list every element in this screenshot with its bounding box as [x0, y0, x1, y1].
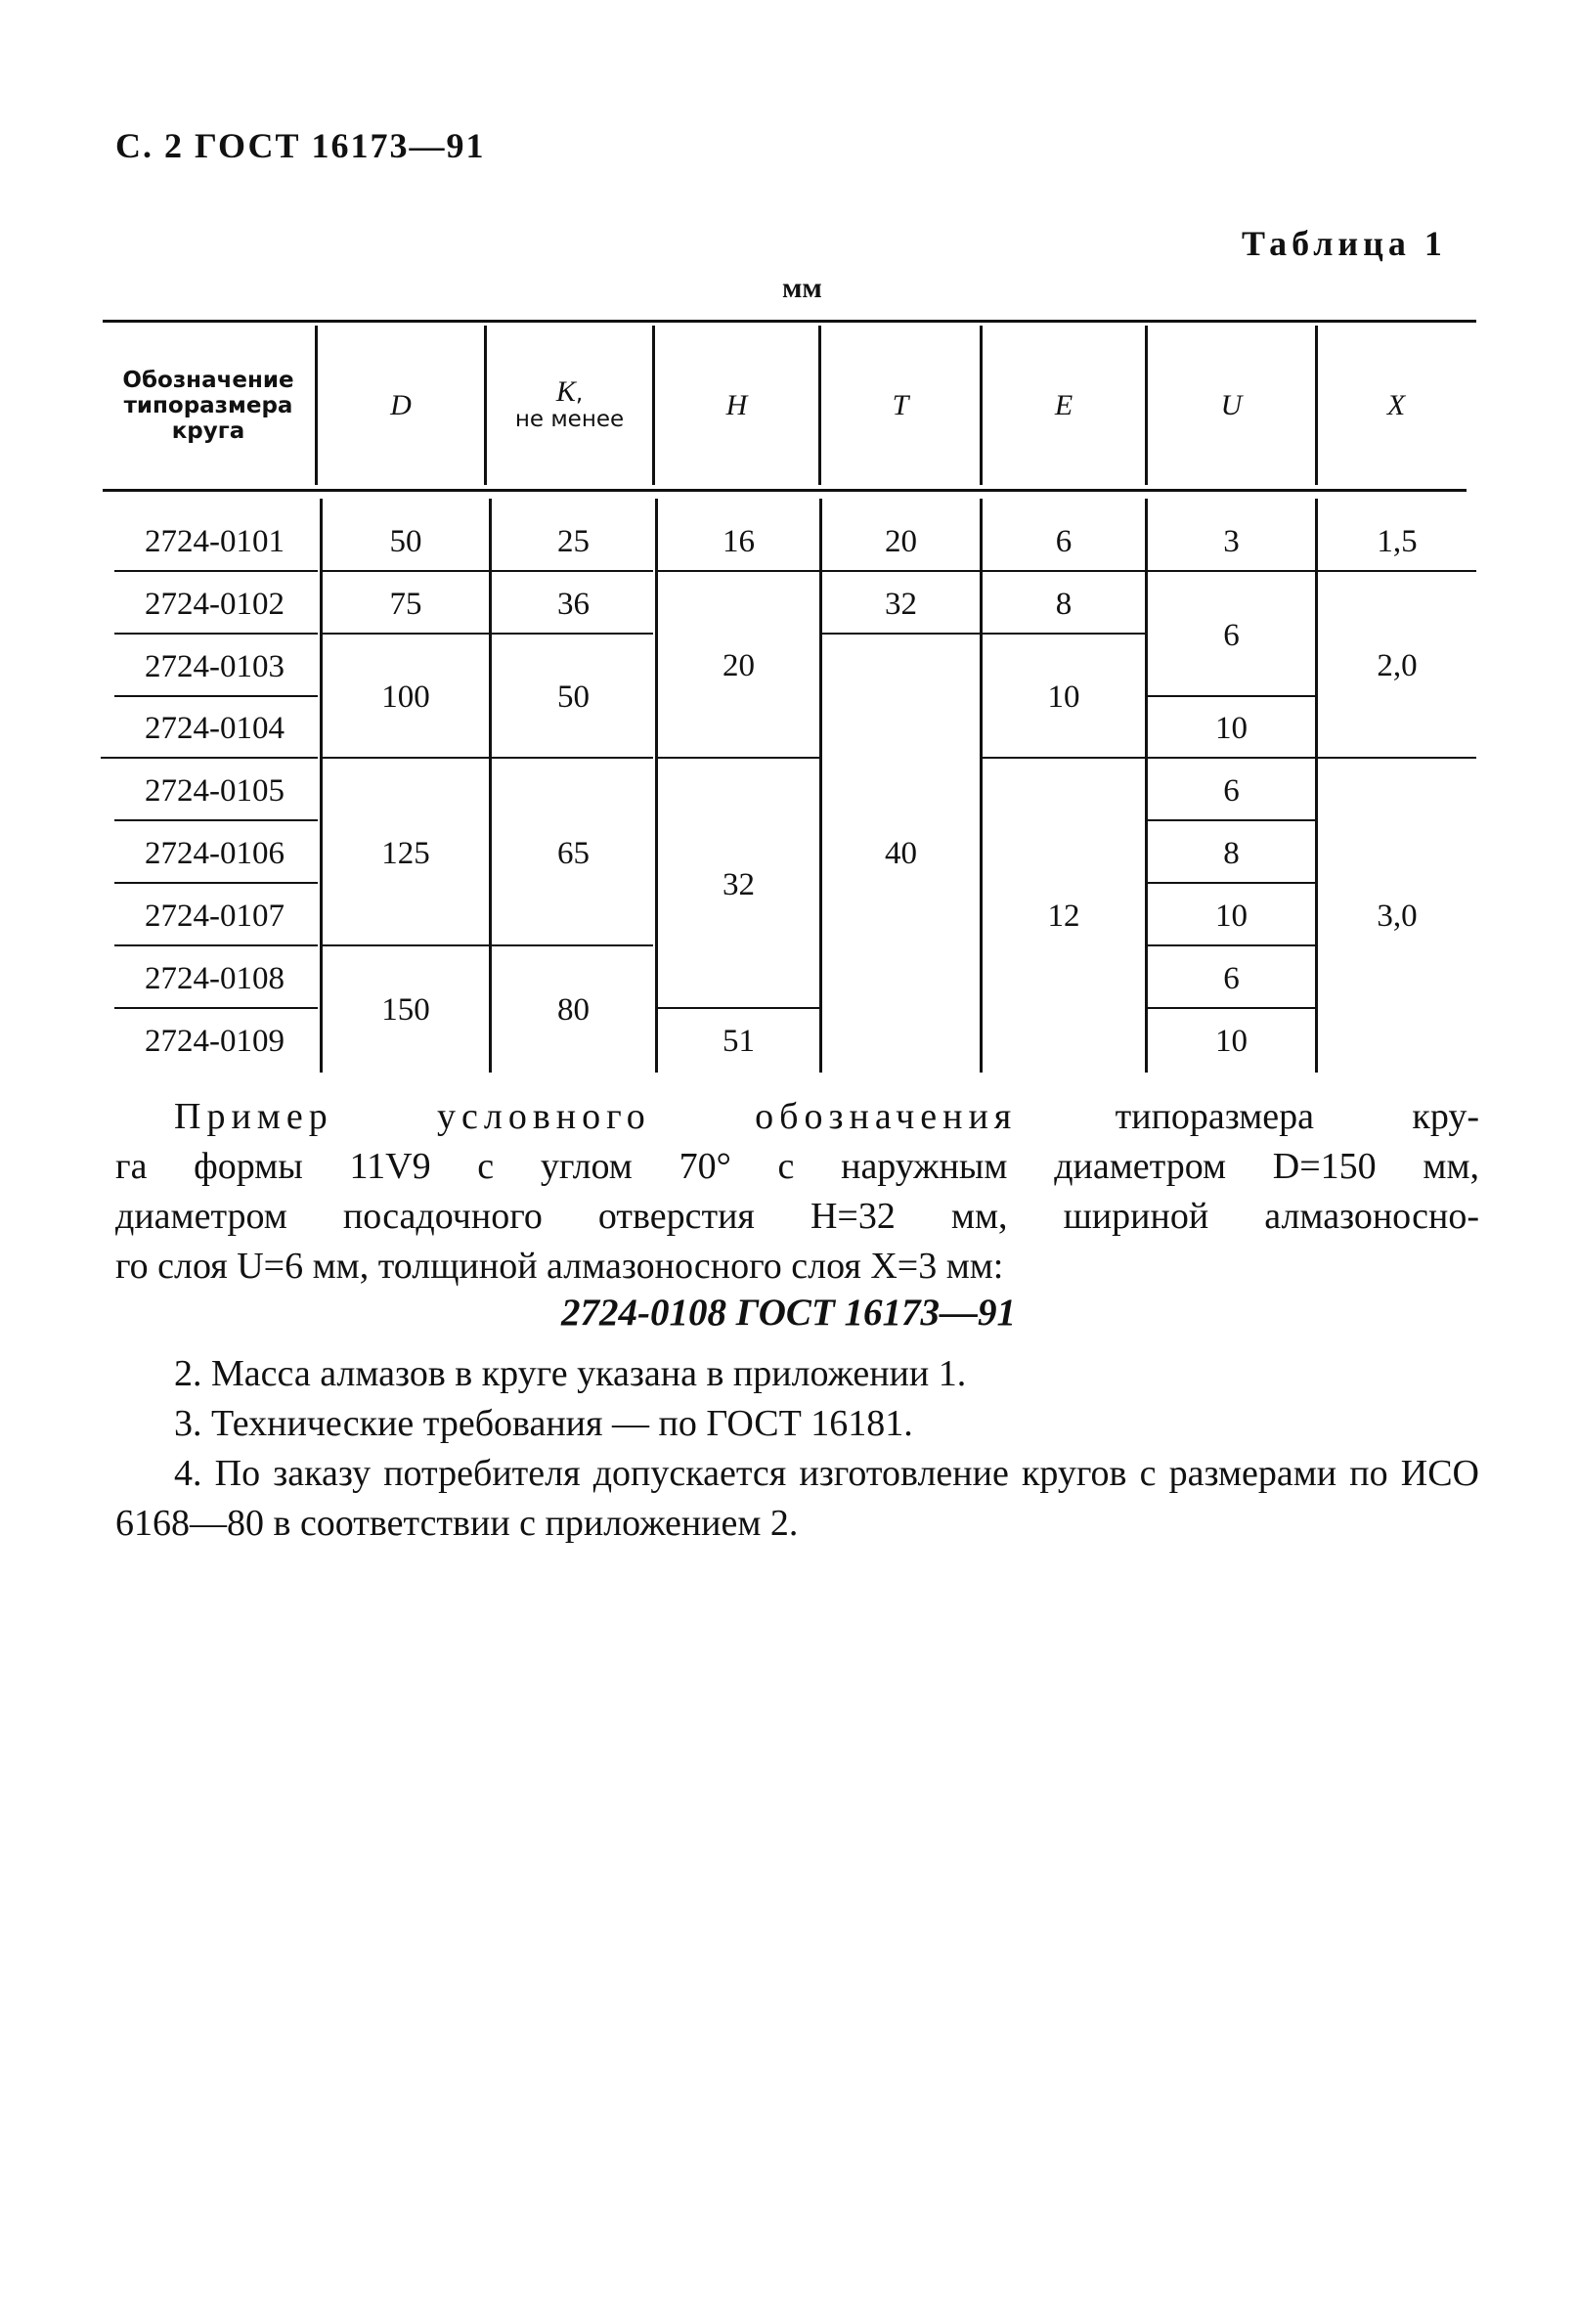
table-label: Таблица 1 — [1242, 224, 1447, 263]
table-cell-designation: 2724-0109 — [145, 1023, 285, 1059]
table-cell-k: 50 — [557, 680, 590, 715]
header-k: K, не менее — [514, 375, 625, 432]
table-cell-designation: 2724-0107 — [145, 898, 285, 934]
table-cell-d: 125 — [381, 835, 430, 871]
table-cell-u: 10 — [1215, 1023, 1248, 1059]
table-cell-h: 16 — [723, 523, 755, 559]
dimensions-table — [0, 0, 1577, 1095]
table-cell-u: 10 — [1215, 711, 1248, 746]
table-cell-e: 12 — [1047, 898, 1080, 934]
table-top-rule — [103, 320, 1476, 323]
table-cell-u: 3 — [1223, 523, 1240, 559]
header-bottom-rule — [103, 489, 1467, 492]
table-cell-designation: 2724-0103 — [145, 648, 285, 684]
example-designation: 2724-0108 ГОСТ 16173—91 — [560, 1292, 1017, 1334]
table-cell-d: 75 — [389, 586, 422, 622]
table-cell-x: 1,5 — [1377, 523, 1418, 559]
table-cell-k: 65 — [557, 835, 590, 871]
table-cell-t: 40 — [885, 836, 917, 871]
table-cell-u: 8 — [1223, 835, 1240, 871]
table-cell-designation: 2724-0108 — [145, 960, 285, 996]
example-line2: га формы 11V9 с углом 70° с наружным диаметром D=150 мм, — [115, 1146, 1479, 1187]
note-2: 2. Масса алмазов в круге указана в приложении 1. — [174, 1353, 967, 1394]
table-cell-d: 150 — [381, 991, 430, 1028]
table-cell-designation: 2724-0102 — [145, 586, 285, 622]
table-cell-h: 20 — [723, 648, 755, 683]
table-cell-designation: 2724-0106 — [145, 835, 285, 871]
table-cell-u: 6 — [1223, 772, 1240, 809]
example-lead: Пример условного обозначения — [174, 1096, 1018, 1137]
table-cell-u: 6 — [1223, 617, 1240, 653]
header-d: D — [390, 389, 412, 421]
example-paragraph — [115, 1092, 1479, 1292]
header-e: E — [1054, 389, 1073, 421]
table-cell-u: 10 — [1215, 898, 1248, 934]
table-cell-e: 6 — [1055, 523, 1073, 559]
example-line4: го слоя U=6 мм, толщиной алмазоносного слоя X=3 мм: — [115, 1246, 1004, 1287]
table-cell-h: 51 — [723, 1023, 755, 1059]
page-header: С. 2 ГОСТ 16173—91 — [115, 126, 486, 165]
table-cell-k: 25 — [557, 523, 590, 559]
table-cell-x: 2,0 — [1377, 648, 1418, 683]
header-x: X — [1386, 389, 1406, 421]
table-cell-designation: 2724-0101 — [145, 523, 285, 559]
table-cell-d: 100 — [381, 680, 430, 715]
table-cell-d: 50 — [389, 523, 422, 559]
table-cell-k: 36 — [557, 586, 590, 622]
header-designation: Обозначение типоразмера круга — [122, 368, 294, 444]
example-line3: диаметром посадочного отверстия H=32 мм, шириной алмазоносно- — [115, 1196, 1479, 1237]
table-cell-e: 8 — [1055, 586, 1073, 622]
notes-list — [115, 1349, 1479, 1549]
table-cell-e: 10 — [1047, 680, 1080, 715]
table-cell-t: 20 — [885, 523, 917, 559]
table-cell-designation: 2724-0105 — [145, 772, 285, 809]
table-cell-u: 6 — [1223, 960, 1240, 996]
table-cell-k: 80 — [557, 991, 590, 1028]
note-4: 4. По заказу потребителя допускается изготовление кругов с размерами по ИСО 6168—80 в соответствии с приложением 2. — [115, 1453, 1479, 1544]
header-u: U — [1220, 389, 1243, 421]
header-h: H — [725, 389, 748, 421]
header-t: T — [892, 389, 909, 421]
table-cell-x: 3,0 — [1377, 898, 1418, 934]
units-label: мм — [782, 272, 822, 304]
table-cell-designation: 2724-0104 — [145, 711, 285, 746]
table-cell-h: 32 — [723, 866, 755, 902]
example-line1-rest: типоразмера кру- — [1017, 1096, 1480, 1137]
note-3: 3. Технические требования — по ГОСТ 16181. — [174, 1403, 913, 1444]
table-cell-t: 32 — [885, 586, 917, 622]
